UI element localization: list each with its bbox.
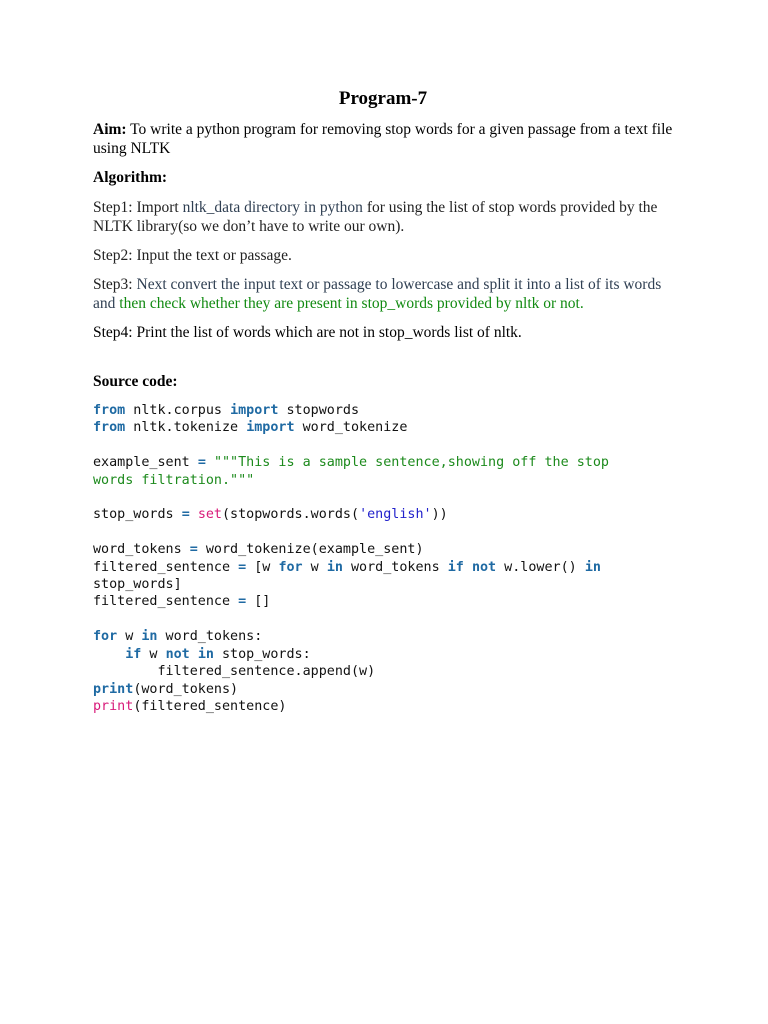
aim-label: Aim: [93,121,127,138]
aim-text: To write a python program for removing stop words for a given passage from a text file using NLTK [93,121,673,157]
code-builtin: set [197,507,222,523]
code-text: (filtered_sentence) [133,698,287,714]
step-1-prefix: Step1: Import [93,199,183,216]
code-text: stop_words] [93,577,182,593]
code-operator: = [197,455,206,471]
code-text: word_tokens [93,542,190,558]
code-text [190,507,198,522]
code-keyword: print [93,681,134,697]
code-line [93,420,407,435]
code-line [93,473,254,488]
code-line [93,664,375,679]
code-text [206,455,214,470]
code-text: w.lower() [496,559,585,575]
code-text: w [117,629,142,645]
code-line [93,699,287,714]
code-line [93,594,270,609]
source-code-block [93,402,673,715]
code-keyword: in [197,646,214,662]
code-text: word_tokens: [157,629,263,645]
code-text: filtered_sentence [93,559,239,575]
code-text: word_tokenize [294,420,408,436]
code-keyword: not [471,559,497,575]
code-line [93,455,609,470]
code-text: filtered_sentence.append(w) [93,664,376,680]
code-text: stopwords [278,403,360,418]
code-line [93,682,238,697]
step-3-green-text: then check whether they are present in stop_words provided by nltk or not. [119,295,584,312]
code-text [464,560,472,575]
code-keyword: import [246,420,295,436]
algorithm-heading-text: Algorithm: [93,169,168,186]
step-2: Step2: Input the text or passage. [93,247,292,264]
code-text: )) [431,507,448,523]
aim-paragraph [93,120,673,158]
code-text: stop_words: [213,646,311,662]
step-1-rest: for using the list of stop words provided by the NLTK library(so we don’t have to write our own). [93,199,658,235]
code-text [190,647,198,662]
code-text: word_tokens [342,559,448,575]
code-line [93,629,262,644]
step-4: Step4: Print the list of words which are not in stop_words list of nltk. [93,324,522,341]
step-1 [93,198,673,236]
code-keyword: import [230,403,279,418]
code-line [93,403,359,418]
code-keyword: if [447,559,464,575]
code-operator: = [189,542,198,558]
code-keyword: from [93,420,126,436]
code-keyword: from [93,403,126,418]
code-keyword: for [278,559,303,575]
code-text: stop_words [93,507,182,523]
code-text: example_sent [93,455,198,471]
code-string: """This is a sample sentence,showing off the stop [213,455,609,471]
code-indent [93,647,125,662]
code-line [93,647,311,662]
code-line [93,542,424,557]
step-3-prefix: Step3: [93,276,137,293]
code-line [93,560,601,575]
code-string: 'english' [359,507,432,523]
code-text: [w [246,559,279,575]
code-text: w [141,646,166,662]
code-string: words filtration.""" [93,472,255,488]
source-code-heading: Source code: [93,373,178,390]
code-operator: = [181,507,190,523]
document-page [93,88,673,715]
algorithm-heading [93,168,673,187]
code-line [93,577,182,592]
code-text: word_tokenize(example_sent) [197,542,424,558]
step-3-text: Next convert the input text or passage to lowercase and split it into a list of its words and [93,276,662,312]
code-text: (word_tokens) [133,681,239,697]
code-builtin: print [93,698,134,714]
code-text: [] [246,594,271,610]
code-keyword: in [326,559,343,575]
step-3 [93,275,673,313]
code-keyword: if [125,646,142,662]
code-text: (stopwords.words( [222,507,360,523]
code-text: nltk.tokenize [125,420,247,436]
step-1-highlight: nltk_data directory in python [182,199,363,216]
code-operator: = [238,594,247,610]
page-title: Program-7 [338,88,428,109]
code-keyword: not [165,646,190,662]
code-operator: = [238,559,247,575]
code-text: w [302,559,327,575]
code-keyword: in [584,559,601,575]
code-keyword: for [93,629,118,645]
code-text: nltk.corpus [125,403,231,418]
code-keyword: in [141,629,158,645]
code-line [93,507,448,522]
code-text: filtered_sentence [93,594,239,610]
